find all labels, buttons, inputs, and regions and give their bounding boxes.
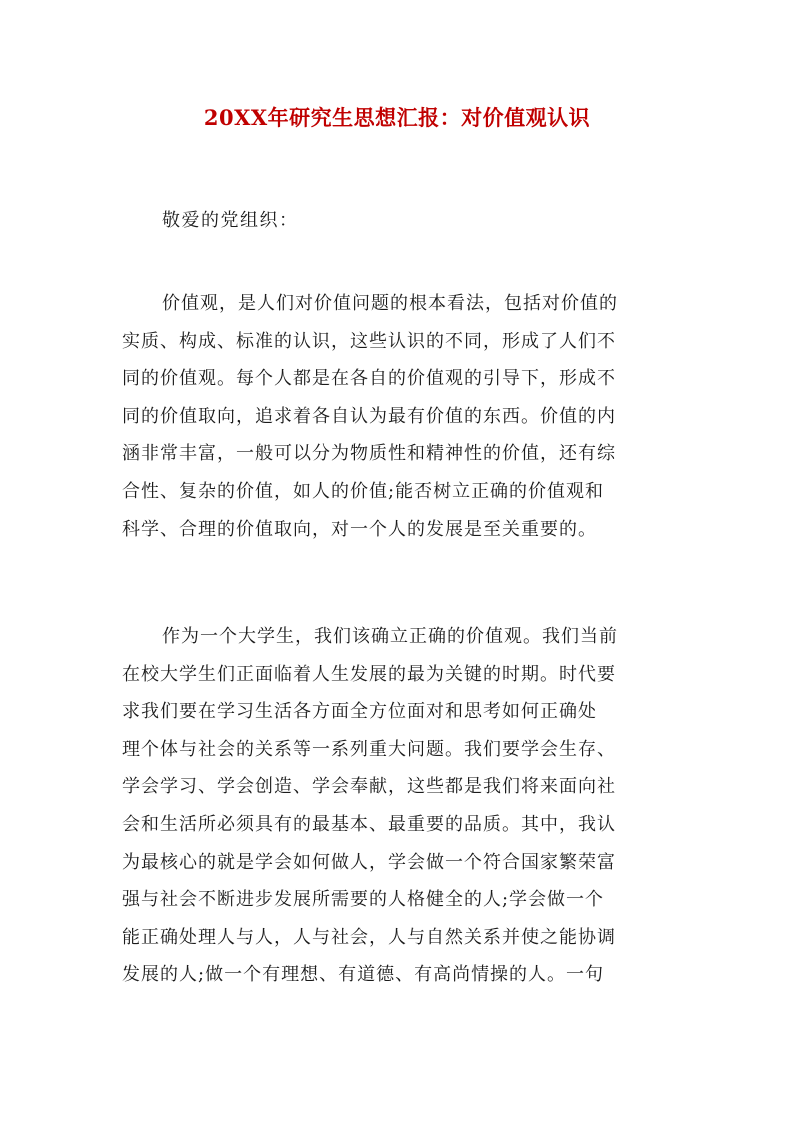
paragraph-line: 理个体与社会的关系等一系列重大问题。我们要学会生存、 — [122, 738, 616, 760]
paragraph-line: 同的价值观。每个人都是在各自的价值观的引导下，形成不 — [122, 368, 616, 390]
paragraph-line: 涵非常丰富，一般可以分为物质性和精神性的价值，还有综 — [122, 443, 616, 465]
paragraph-line: 学会学习、学会创造、学会奉献，这些都是我们将来面向社 — [122, 776, 616, 798]
paragraph-line: 会和生活所必须具有的最基本、最重要的品质。其中，我认 — [122, 813, 616, 835]
paragraph-1 — [122, 285, 682, 548]
salutation: 敬爱的党组织： — [162, 210, 299, 231]
paragraph-line: 价值观，是人们对价值问题的根本看法，包括对价值的 — [162, 293, 618, 314]
paragraph-line: 求我们要在学习生活各方面全方位面对和思考如何正确处 — [122, 701, 597, 723]
paragraph-line: 在校大学生们正面临着人生发展的最为关键的时期。时代要 — [122, 663, 616, 685]
paragraph-line: 合性、复杂的价值，如人的价值;能否树立正确的价值观和 — [122, 480, 605, 502]
paragraph-line: 发展的人;做一个有理想、有道德、有高尚情操的人。一句 — [122, 964, 605, 986]
paragraph-2 — [122, 618, 682, 994]
paragraph-line: 能正确处理人与人，人与社会，人与自然关系并使之能协调 — [122, 926, 616, 948]
document-title: 20XX年研究生思想汇报：对价值观认识 — [203, 105, 591, 130]
paragraph-line: 作为一个大学生，我们该确立正确的价值观。我们当前 — [162, 626, 618, 647]
paragraph-line: 为最核心的就是学会如何做人，学会做一个符合国家繁荣富 — [122, 851, 616, 873]
paragraph-line: 实质、构成、标准的认识，这些认识的不同，形成了人们不 — [122, 330, 616, 352]
paragraph-line: 科学、合理的价值取向，对一个人的发展是至关重要的。 — [122, 518, 597, 540]
paragraph-line: 同的价值取向，追求着各自认为最有价值的东西。价值的内 — [122, 405, 616, 427]
paragraph-line: 强与社会不断进步发展所需要的人格健全的人;学会做一个 — [122, 889, 605, 911]
